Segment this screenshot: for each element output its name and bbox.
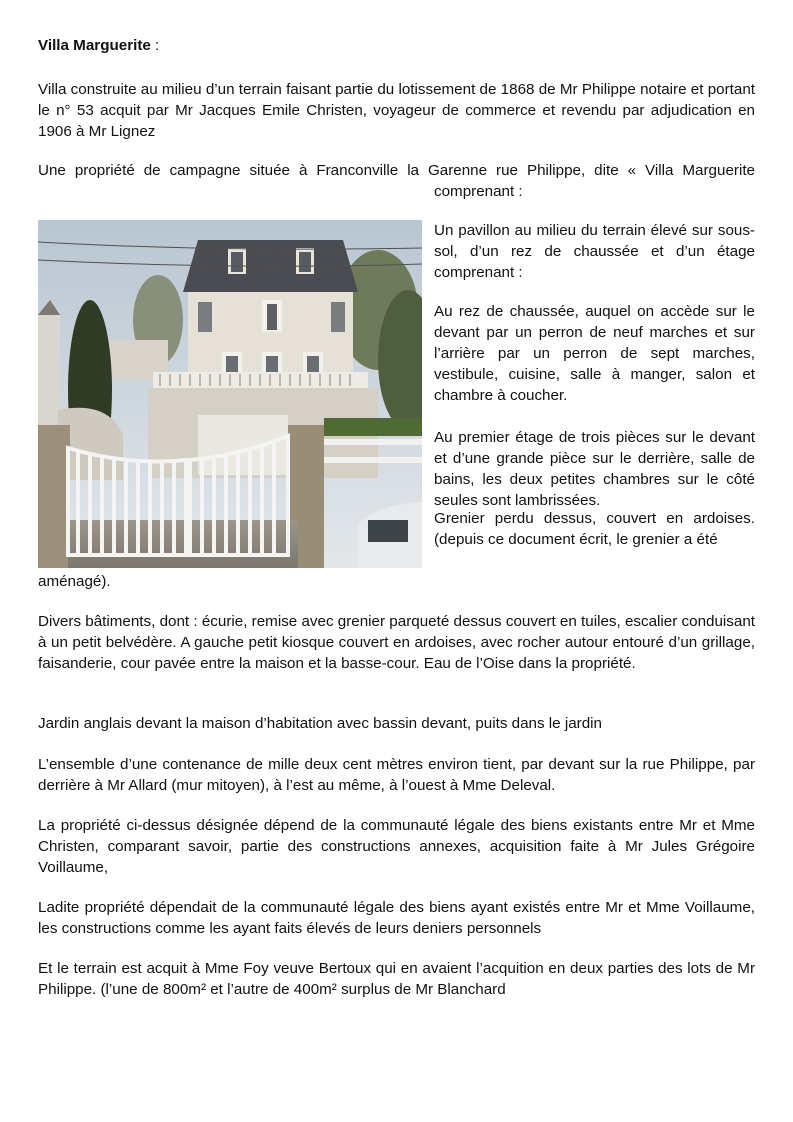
paragraph-contenance: L’ensemble d’une contenance de mille deux cent mètres environ tient, par devant sur la rue Philippe, par derrière à Mr Allard (mur mitoyen), à l’est au même, à l’ouest à Mme Deleval. [38,756,755,794]
paragraph-property-line1: Une propriété de campagne située à Franconville la Garenne rue Philippe, dite « Villa Marguerite [38,162,755,179]
paragraph-jardin: Jardin anglais devant la maison d’habitation avec bassin devant, puits dans le jardin [38,715,602,732]
paragraph-terrain: Et le terrain est acquit à Mme Foy veuve Bertoux qui en avaient l’acquition en deux parties des lots de Mr Philippe. (l’une de 800m² et l’autre de 400m² surplus de Mr Blanchard [38,960,755,998]
paragraph-rez-de-chaussee: Au rez de chaussée, auquel on accède sur le devant par un perron de neuf marches et sur l’arrière par un perron de sept marches, vestibule, cuisine, salle à manger, salon et chambre à coucher. [434,303,755,404]
title-text: Villa Marguerite [38,37,151,54]
paragraph-voillaume: Ladite propriété dépendait de la communauté légale des biens ayant existés entre Mr et Mme Voillaume, les constructions comme les ayant faits élevés de leurs deniers personnels [38,899,755,937]
paragraph-property-line2: comprenant : [434,183,523,200]
villa-photo [38,220,422,568]
paragraph-batiments: Divers bâtiments, dont : écurie, remise avec grenier parqueté dessus couvert en tuiles, escalier conduisant à un petit belvédère. A gauche petit kiosque couvert en ardoises, avec rocher autour entouré d’un grillage, faisanderie, cour pavée entre la maison et la basse-cour. Eau de l’Oise dans la propriété. [38,613,755,672]
document-title [38,37,159,54]
paragraph-pavillon: Un pavillon au milieu du terrain élevé sur sous-sol, d’un rez de chaussée et d’un étage comprenant : [434,222,755,281]
villa-illustration [38,220,422,568]
title-suffix: : [150,37,160,54]
paragraph-grenier: Grenier perdu dessus, couvert en ardoises. (depuis ce document écrit, le grenier a été [434,510,755,548]
paragraph-intro: Villa construite au milieu d’un terrain faisant partie du lotissement de 1868 de Mr Philippe notaire et portant le n° 53 acquit par Mr Jacques Emile Christen, voyageur de commerce et revendu par adjudication en 1906 à Mr Lignez [38,81,755,140]
paragraph-premier-etage: Au premier étage de trois pièces sur le devant et d’une grande pièce sur le derrière, salle de bains, les deux petites chambres sur le côté seules sont lambrissées. [434,429,755,509]
paragraph-grenier-end: aménagé). [38,573,111,590]
paragraph-communaute: La propriété ci-dessus désignée dépend de la communauté légale des biens existants entre Mr et Mme Christen, comparant savoir, partie des constructions annexes, acquisition faite à Mr Jules Grégoire Voillaume, [38,817,755,876]
